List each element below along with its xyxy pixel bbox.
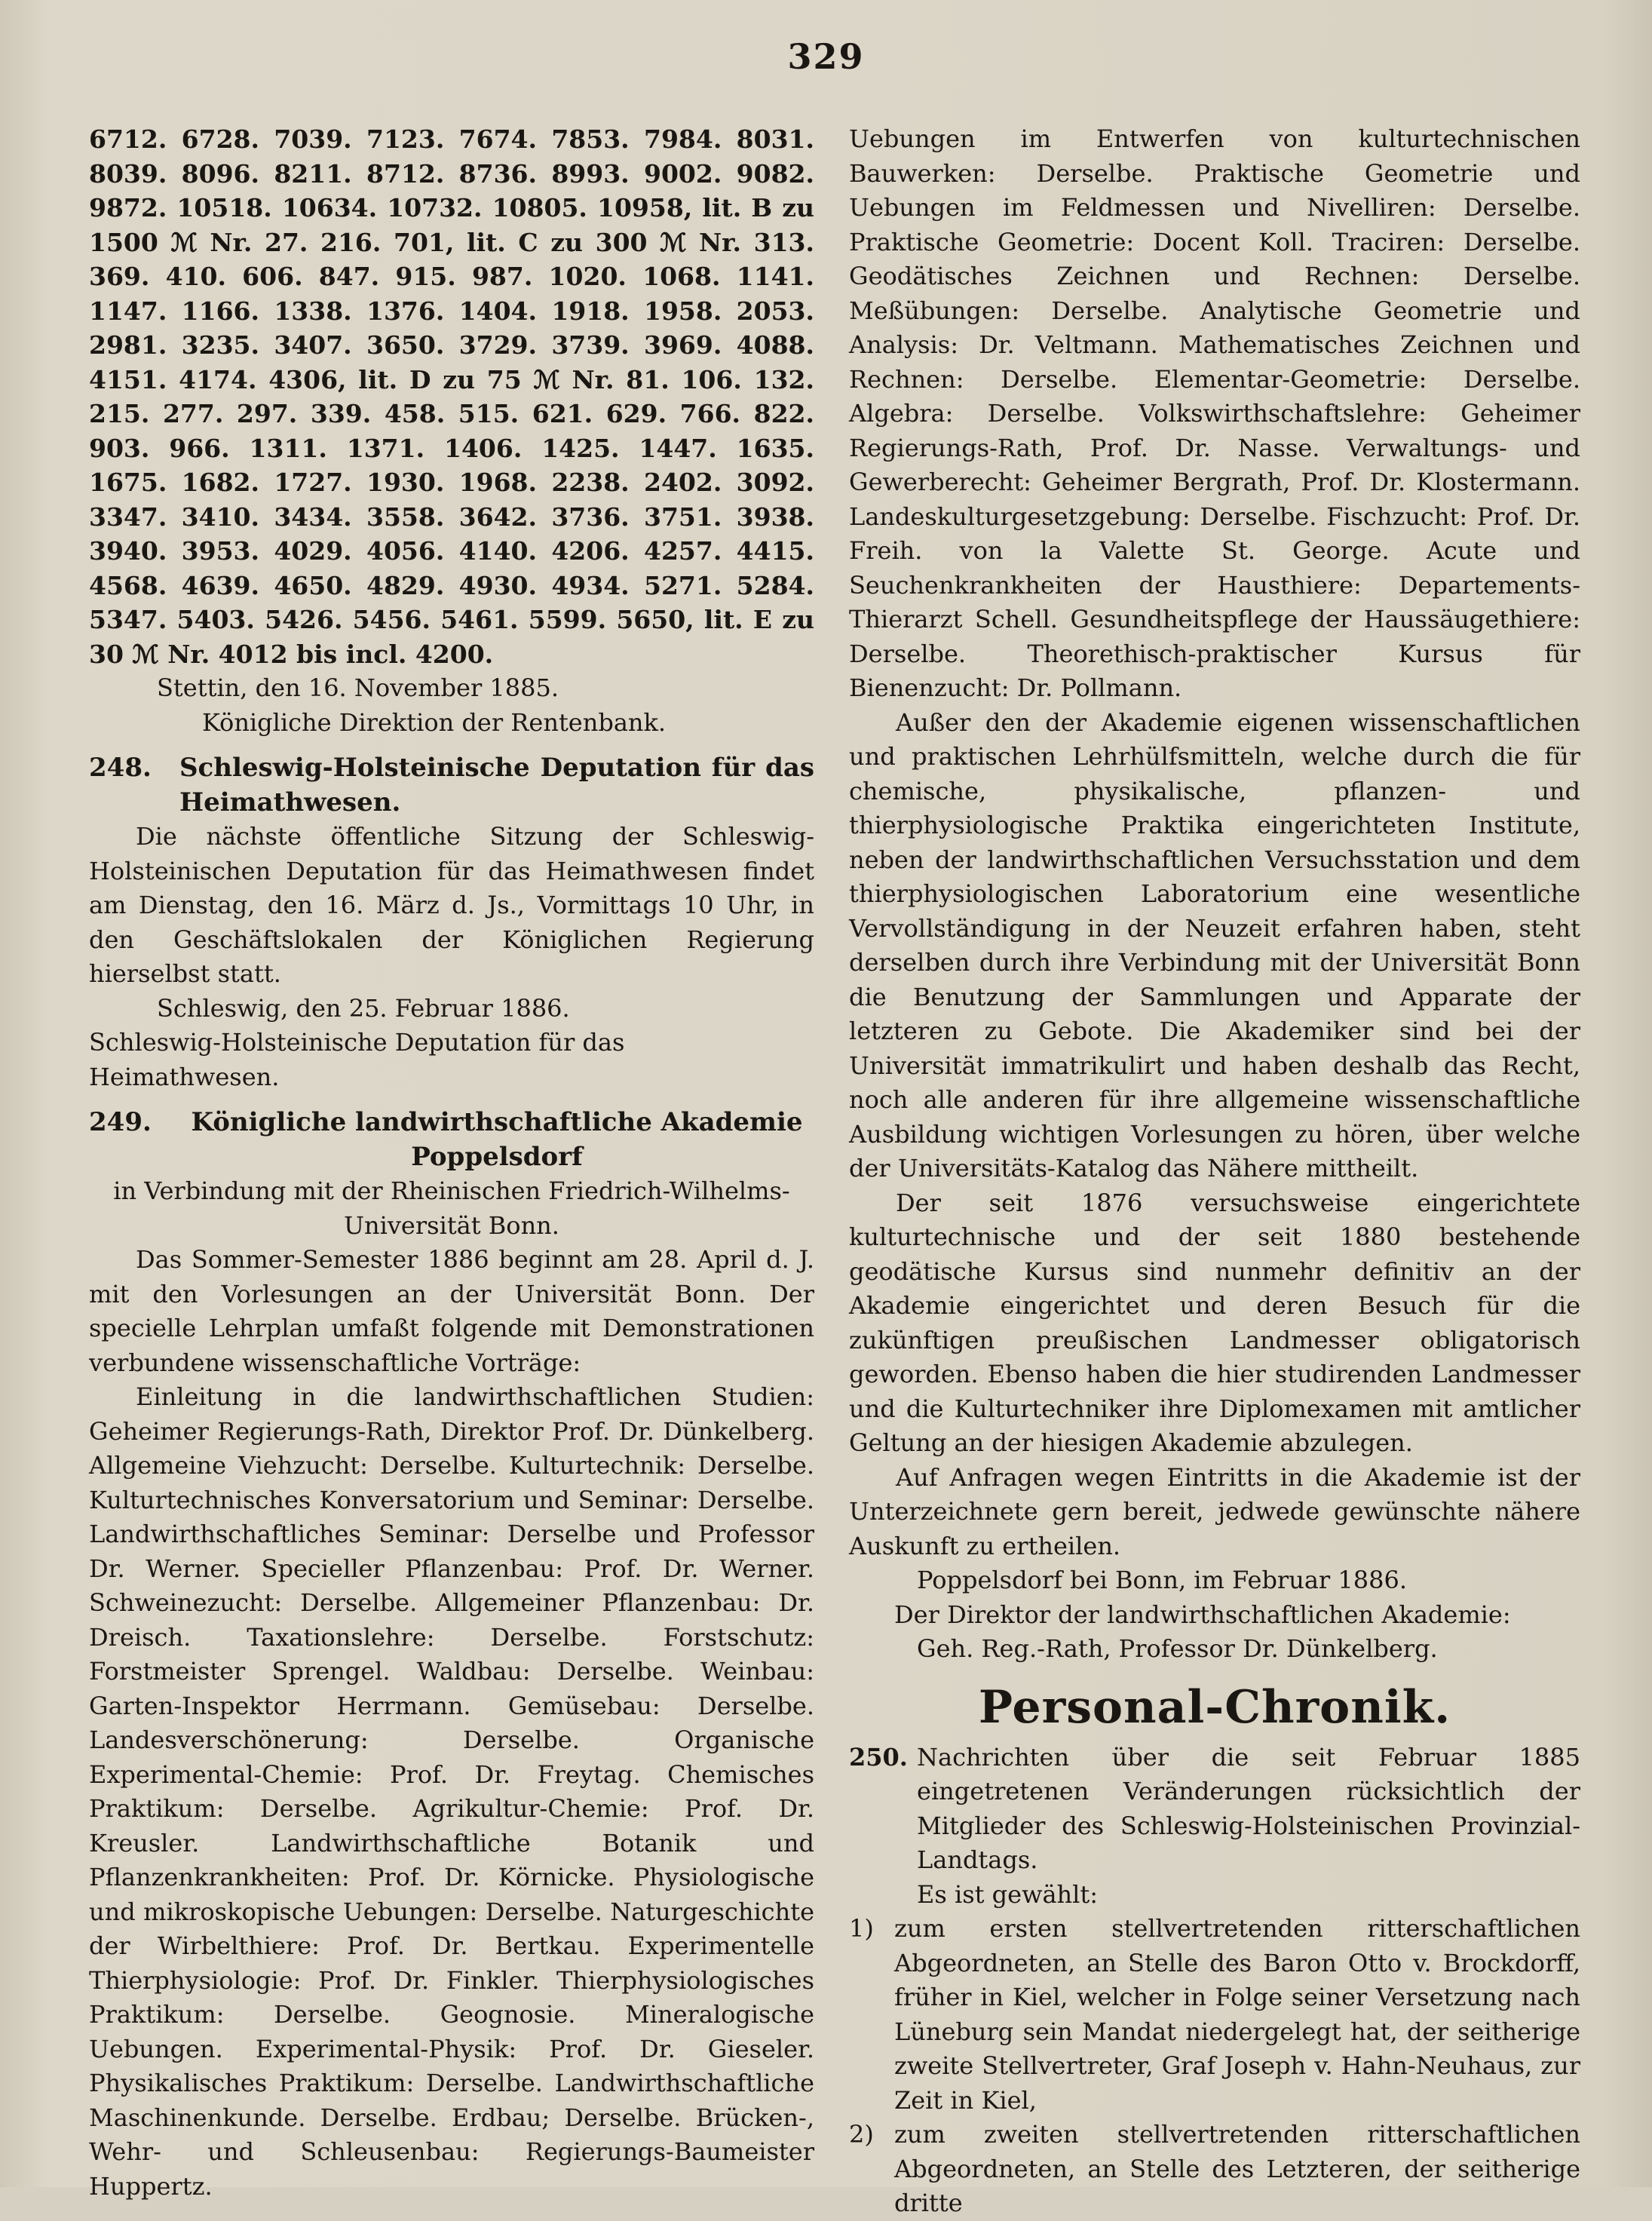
item-249-intro: Das Sommer-Semester 1886 beginnt am 28. April d. J. mit den Vorlesungen an der Universität Bonn. Der specielle Lehrplan umfaßt folgende mit Demonstrationen verbundene wissenschaftliche Vorträge: [89,1245,814,1377]
elected-statement: Es ist gewählt: [917,1879,1099,1909]
signature-director-title: Der Direktor der landwirthschaftlichen Akademie: [894,1600,1511,1629]
personal-chronik-heading: Personal-Chronik. [978,1680,1451,1734]
left-column [89,122,814,2204]
place-date-schleswig: Schleswig, den 25. Februar 1886. [157,993,570,1023]
list-item [849,2118,1580,2221]
page-number: 329 [787,36,865,77]
list-item-text: zum zweiten stellvertretenden ritterschaftlichen Abgeordneten, an Stelle des Letzteren, der seitherige dritte [894,2120,1580,2217]
item-248-body: Die nächste öffentliche Sitzung der Schleswig-Holsteinischen Deputation für das Heimathwesen findet am Dienstag, den 16. März d. Js., Vormittags 10 Uhr, in den Geschäftslokalen der Königlichen Regierung hierselbst statt. [89,822,814,988]
academy-facilities-paragraph: Außer den der Akademie eigenen wissenschaftlichen und praktischen Lehrhülfsmitteln, welche durch die für chemische, physikalische, pflanzen- und thierphysiologische Praktika eingerichteten Institute, neben der landwirthschaftlichen Versuchsstation und dem thierphysiologischen Laboratorium eine wesentliche Vervollständigung in der Neuzeit erfahren haben, steht derselben durch ihre Verbindung mit der Universität Bonn die Benutzung der Sammlungen und Apparate der letzteren zu Gebote. Die Akademiker sind bei der Universität immatrikulirt und haben deshalb das Recht, noch alle anderen für ihre allgemeine wissenschaftliche Ausbildung wichtigen Vorlesungen zu hören, über welche der Universitäts-Katalog das Nähere mittheilt. [849,707,1580,1183]
signature-deputation: Schleswig-Holsteinische Deputation für das Heimathwesen. [89,1028,625,1091]
course-paragraph: Der seit 1876 versuchsweise eingerichtete kulturtechnische und der seit 1880 bestehende geodätische Kursus sind nunmehr definitiv an der Akademie eingerichtet und deren Besuch für die zukünftigen preußischen Landmesser obligatorisch geworden. Ebenso haben die hier studirenden Landmesser und die Kulturtechniker ihre Diplomexamen mit amtlicher Geltung an der hiesigen Akademie abzulegen. [849,1188,1580,1457]
signature-director-name: Geh. Reg.-Rath, Professor Dr. Dünkelberg. [917,1634,1438,1663]
item-250-number: 250. [849,1742,908,1772]
item-249-title: Königliche landwirthschaftliche Akademie Poppelsdorf [191,1107,803,1172]
item-249-lecture-list: Einleitung in die landwirthschaftlichen Studien: Geheimer Regierungs-Rath, Direktor Prof. Dr. Dünkelberg. Allgemeine Viehzucht: Derselbe. Kulturtechnik: Derselbe. Kulturtechnisches Konversatorium und Seminar: Derselbe. Landwirthschaftliches Seminar: Derselbe und Professor Dr. Werner. Specieller Pflanzenbau: Prof. Dr. Werner. Schweinezucht: Derselbe. Allgemeiner Pflanzenbau: Dr. Dreisch. Taxationslehre: Derselbe. Forstschutz: Forstmeister Sprengel. Waldbau: Derselbe. Weinbau: Garten-Inspektor Herrmann. Gemüsebau: Derselbe. Landesverschönerung: Derselbe. Organische Experimental-Chemie: Prof. Dr. Freytag. Chemisches Praktikum: Derselbe. Agrikultur-Chemie: Prof. Dr. Kreusler. Landwirthschaftliche Botanik und Pflanzenkrankheiten: Prof. Dr. Körnicke. Physiologische und mikroskopische Uebungen: Derselbe. Naturgeschichte der Wirbelthiere: Prof. Dr. Bertkau. Experimentelle Thierphysiologie: Prof. Dr. Finkler. Thierphysiologisches Praktikum: Derselbe. Geognosie. Mineralogische Uebungen. Experimental-Physik: Prof. Dr. Gieseler. Physikalisches Praktikum: Derselbe. Landwirthschaftliche Maschinenkunde. Derselbe. Erdbau; Derselbe. Brücken-, Wehr- und Schleusenbau: Regierungs-Baumeister Huppertz. [89,1382,814,2201]
item-249-number: 249. [89,1107,152,1137]
inquiry-paragraph: Auf Anfragen wegen Eintritts in die Akademie ist der Unterzeichnete gern bereit, jedwede gewünschte nähere Auskunft zu ertheilen. [849,1462,1580,1560]
list-item-text: zum ersten stellvertretenden ritterschaftlichen Abgeordneten, an Stelle des Baron Otto v. Brockdorff, früher in Kiel, welcher in Folge seiner Versetzung nach Lüneburg sein Mandat niedergelegt hat, der seitherige zweite Stellvertreter, Graf Joseph v. Hahn-Neuhaus, zur Zeit in Kiel, [894,1914,1580,2115]
item-249-heading [89,1105,814,1174]
right-column [849,122,1580,2221]
item-248-heading [89,750,814,820]
item-248-title: Schleswig-Holsteinische Deputation für das Heimathwesen. [179,753,814,818]
item-250-text: Nachrichten über die seit Februar 1885 eingetretenen Veränderungen rücksichtlich der Mitglieder des Schleswig-Holsteinischen Provinzial-Landtags. [917,1742,1580,1874]
place-date-poppelsdorf: Poppelsdorf bei Bonn, im Februar 1886. [917,1566,1407,1594]
redeemed-bond-numbers: 6712. 6728. 7039. 7123. 7674. 7853. 7984. 8031. 8039. 8096. 8211. 8712. 8736. 8993. 9002. 9082. 9872. 10518. 10634. 10732. 10805. 10958, lit. B zu 1500 ℳ Nr. 27. 216. 701, lit. C zu 300 ℳ Nr. 313. 369. 410. 606. 847. 915. 987. 1020. 1068. 1141. 1147. 1166. 1338. 1376. 1404. 1918. 1958. 2053. 2981. 3235. 3407. 3650. 3729. 3739. 3969. 4088. 4151. 4174. 4306, lit. D zu 75 ℳ Nr. 81. 106. 132. 215. 277. 297. 339. 458. 515. 621. 629. 766. 822. 903. 966. 1311. 1371. 1406. 1425. 1447. 1635. 1675. 1682. 1727. 1930. 1968. 2238. 2402. 3092. 3347. 3410. 3434. 3558. 3642. 3736. 3751. 3938. 3940. 3953. 4029. 4056. 4140. 4206. 4257. 4415. 4568. 4639. 4650. 4829. 4930. 4934. 5271. 5284. 5347. 5403. 5426. 5456. 5461. 5599. 5650, lit. E zu 30 ℳ Nr. 4012 bis incl. 4200. [89,124,814,669]
item-250 [849,1741,1580,1878]
signature-rentenbank: Königliche Direktion der Rentenbank. [202,707,667,737]
lecture-list-continued: Uebungen im Entwerfen von kulturtechnischen Bauwerken: Derselbe. Praktische Geometrie und Uebungen im Feldmessen und Nivelliren: Derselbe. Praktische Geometrie: Docent Koll. Traciren: Derselbe. Geodätisches Zeichnen und Rechnen: Derselbe. Meßübungen: Derselbe. Analytische Geometrie und Analysis: Dr. Veltmann. Mathematisches Zeichnen und Rechnen: Derselbe. Elementar-Geometrie: Derselbe. Algebra: Derselbe. Volkswirthschaftslehre: Geheimer Regierungs-Rath, Prof. Dr. Nasse. Verwaltungs- und Gewerberecht: Geheimer Bergrath, Prof. Dr. Klostermann. Landeskulturgesetzgebung: Derselbe. Fischzucht: Prof. Dr. Freih. von la Valette St. George. Acute und Seuchenkrankheiten der Hausthiere: Departements-Thierarzt Schell. Gesundheitspflege der Haussäugethiere: Derselbe. Theorethisch-praktischer Kursus für Bienenzucht: Dr. Pollmann. [849,124,1580,702]
item-249-subtitle: in Verbindung mit der Rheinischen Friedrich-Wilhelms-Universität Bonn. [113,1176,790,1240]
list-item [849,1912,1580,2118]
list-item-label: 2) [849,2120,874,2149]
place-date-stettin: Stettin, den 16. November 1885. [157,673,559,702]
list-item-label: 1) [849,1914,874,1943]
item-248-number: 248. [89,753,152,783]
